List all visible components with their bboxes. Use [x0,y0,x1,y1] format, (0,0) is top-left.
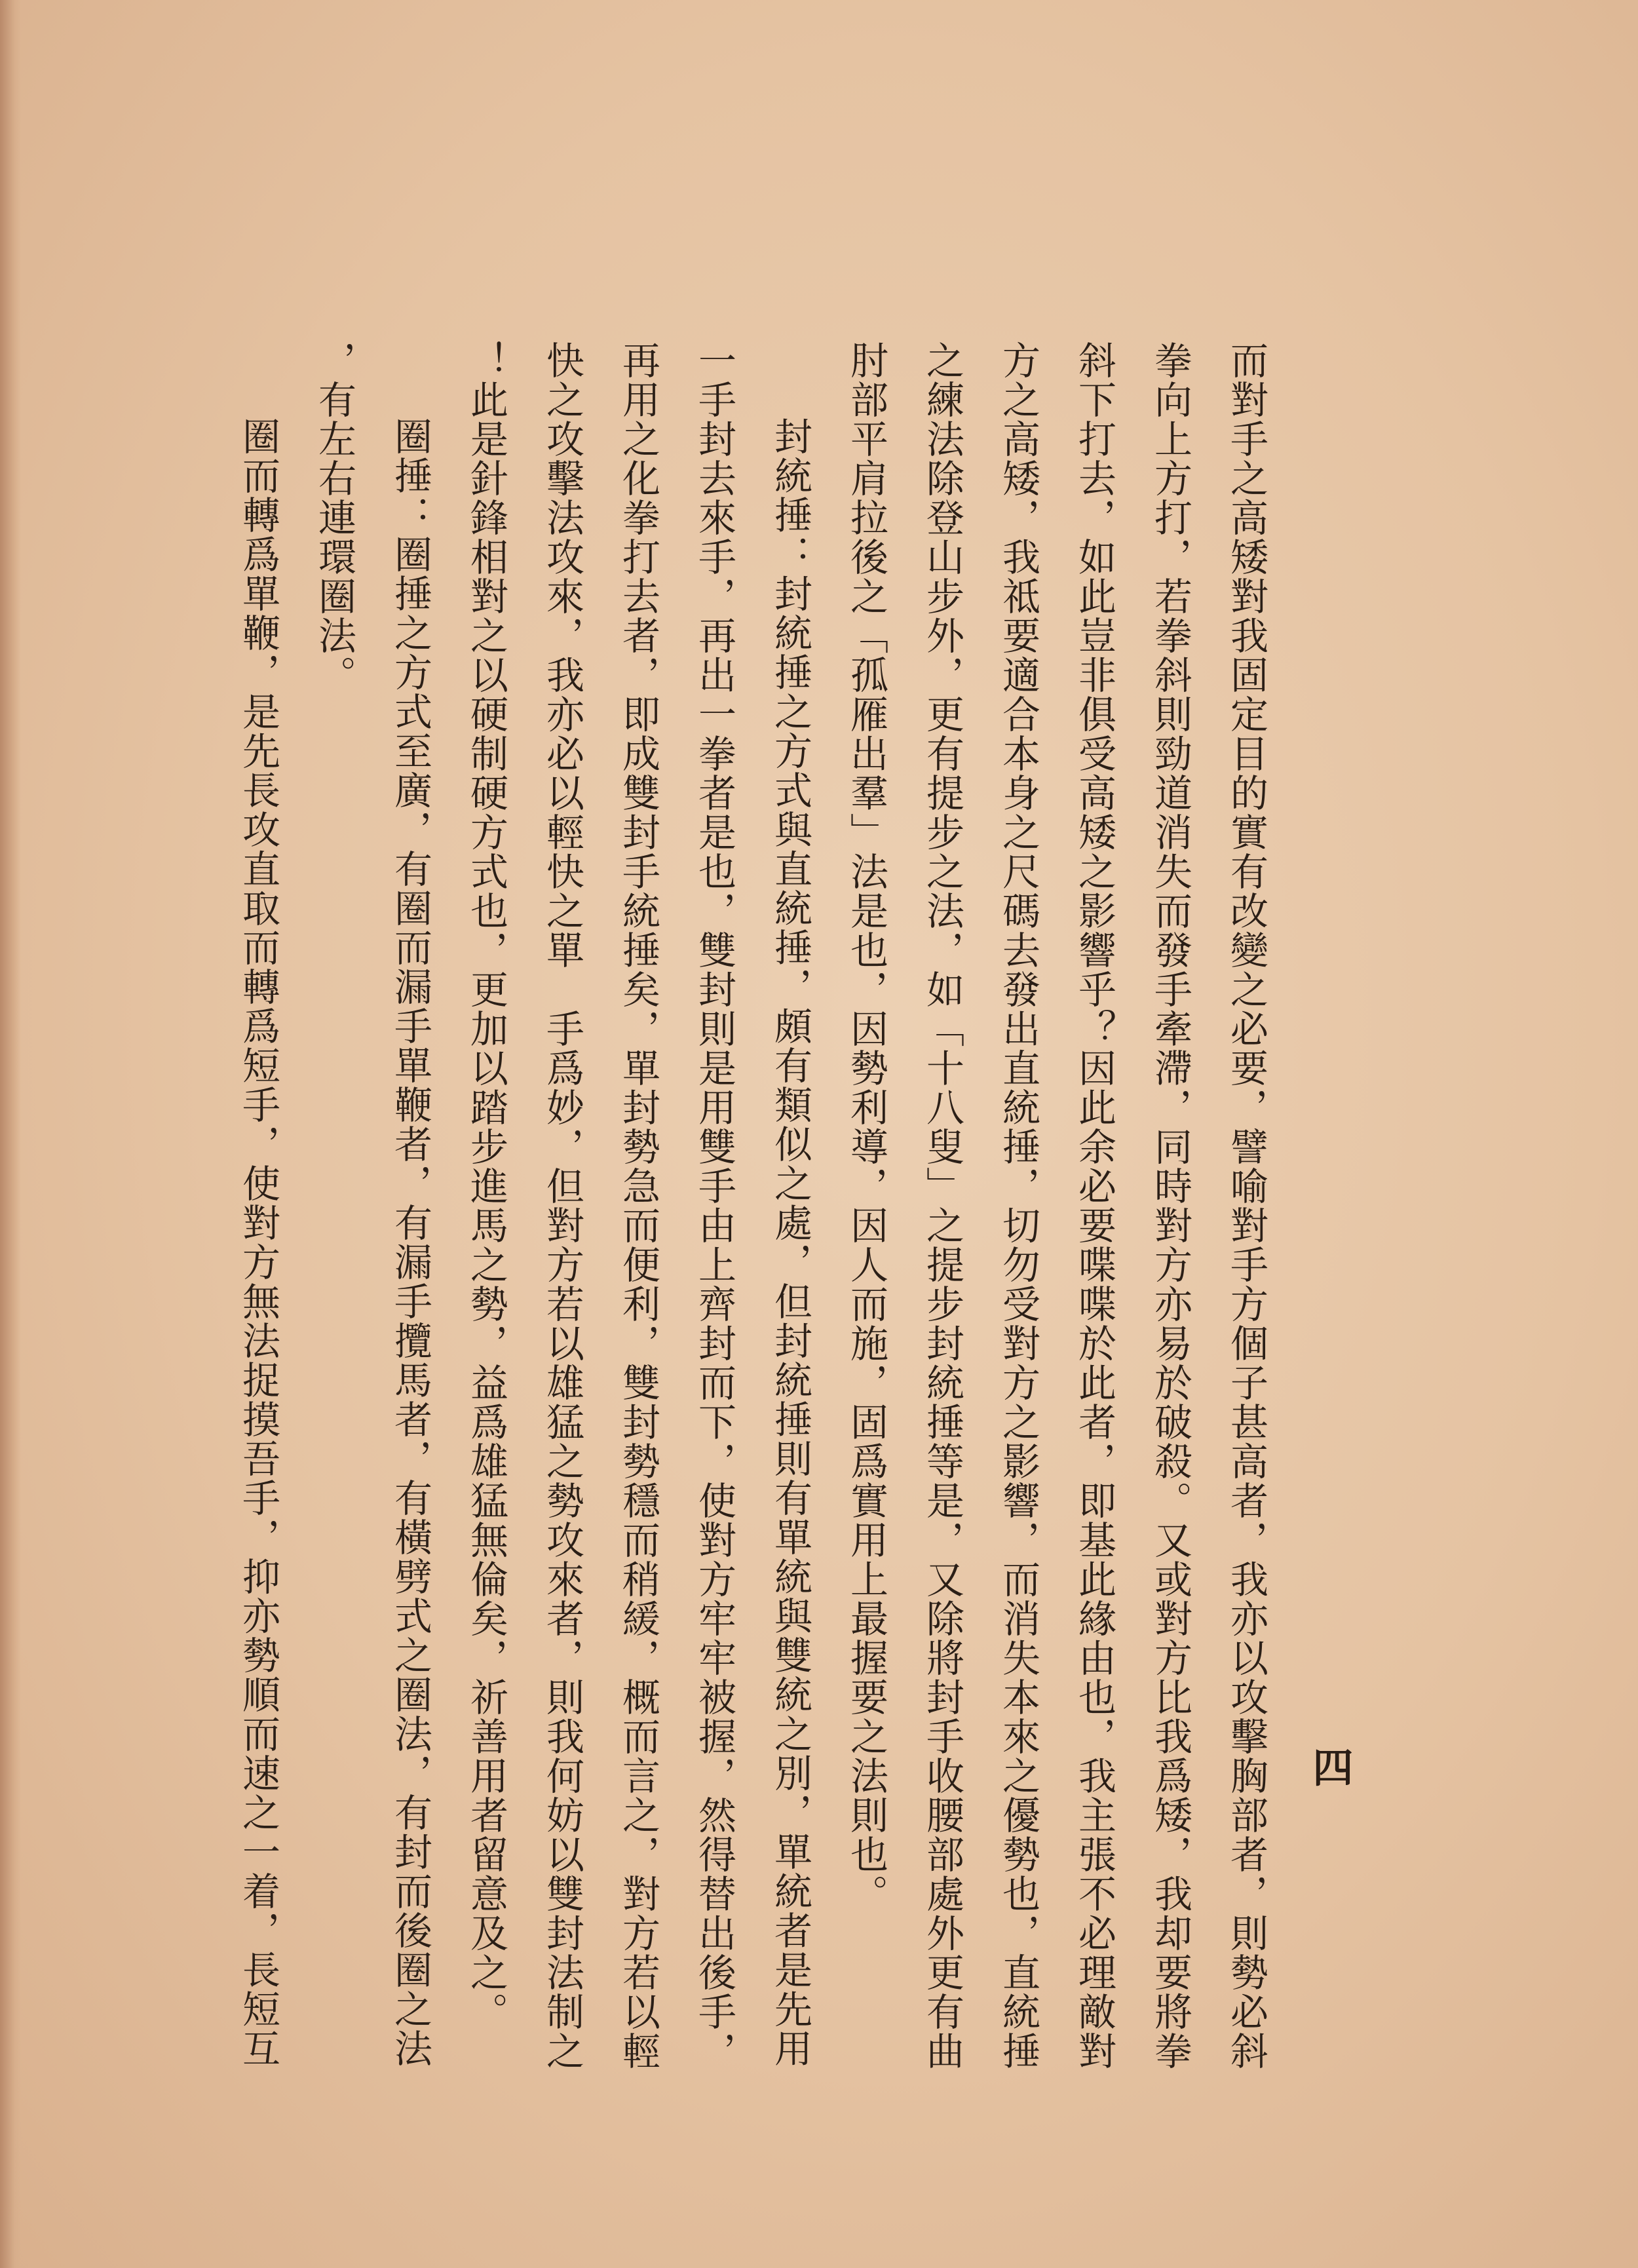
text-column: 一手封去來手，再出一拳者是也，雙封則是用雙手由上齊封而下，使對方牢牢被握，然得替出後手， [692,341,736,2071]
text-column: 圈捶：圈捶之方式至廣，有圈而漏手單鞭者，有漏手攬馬者，有橫劈式之圈法，有封而後圈之法 [388,417,432,2068]
text-column: 而對手之高矮對我固定目的實有改變之必要，譬喻對手方個子甚高者，我亦以攻擊胸部者，則勢必斜 [1224,341,1268,2071]
text-column: 封統捶：封統捶之方式與直統捶，頗有類似之處，但封統捶則有單統與雙統之別，單統者是先用 [768,417,812,2068]
text-column: 方之高矮，我祗要適合本身之尺碼去發出直統捶，切勿受對方之影響，而消失本來之優勢也，直統捶 [996,341,1040,2071]
text-column: 肘部平肩拉後之「孤雁出羣」法是也，因勢利導，因人而施，固爲實用上最握要之法則也。 [844,341,888,1913]
text-column: 拳向上方打，若拳斜則勁道消失而發手牽滯，同時對方亦易於破殺。又或對方比我爲矮，我却要將拳 [1148,341,1192,2071]
text-column: 之練法除登山步外，更有提步之法，如「十八叟」之提步封統捶等是，又除將封手收腰部處外更有曲 [920,341,964,2071]
body-text [220,341,1284,2071]
text-column: ！此是針鋒相對之以硬制硬方式也，更加以踏步進馬之勢，益爲雄猛無倫矣，祈善用者留意及之。 [464,341,508,2031]
text-column: 斜下打去，如此豈非俱受高矮之影響乎？因此余必要喋喋於此者，即基此緣由也，我主張不必理敵對 [1072,341,1116,2071]
page-binding-edge [0,0,21,2268]
text-column: 再用之化拳打去者，即成雙封手統捶矣，單封勢急而便利，雙封勢穩而稍緩，概而言之，對方若以輕 [616,341,660,2071]
page-number: 四 [1306,1746,1354,1787]
text-column: 快之攻擊法攻來，我亦必以輕快之單 手爲妙，但對方若以雄猛之勢攻來者，則我何妨以雙封法制之 [540,341,584,2071]
text-column: 圈而轉爲單鞭，是先長攻直取而轉爲短手，使對方無法捉摸吾手，抑亦勢順而速之一着，長短互 [236,417,280,2068]
text-column: ，有左右連環圈法。 [312,341,356,695]
